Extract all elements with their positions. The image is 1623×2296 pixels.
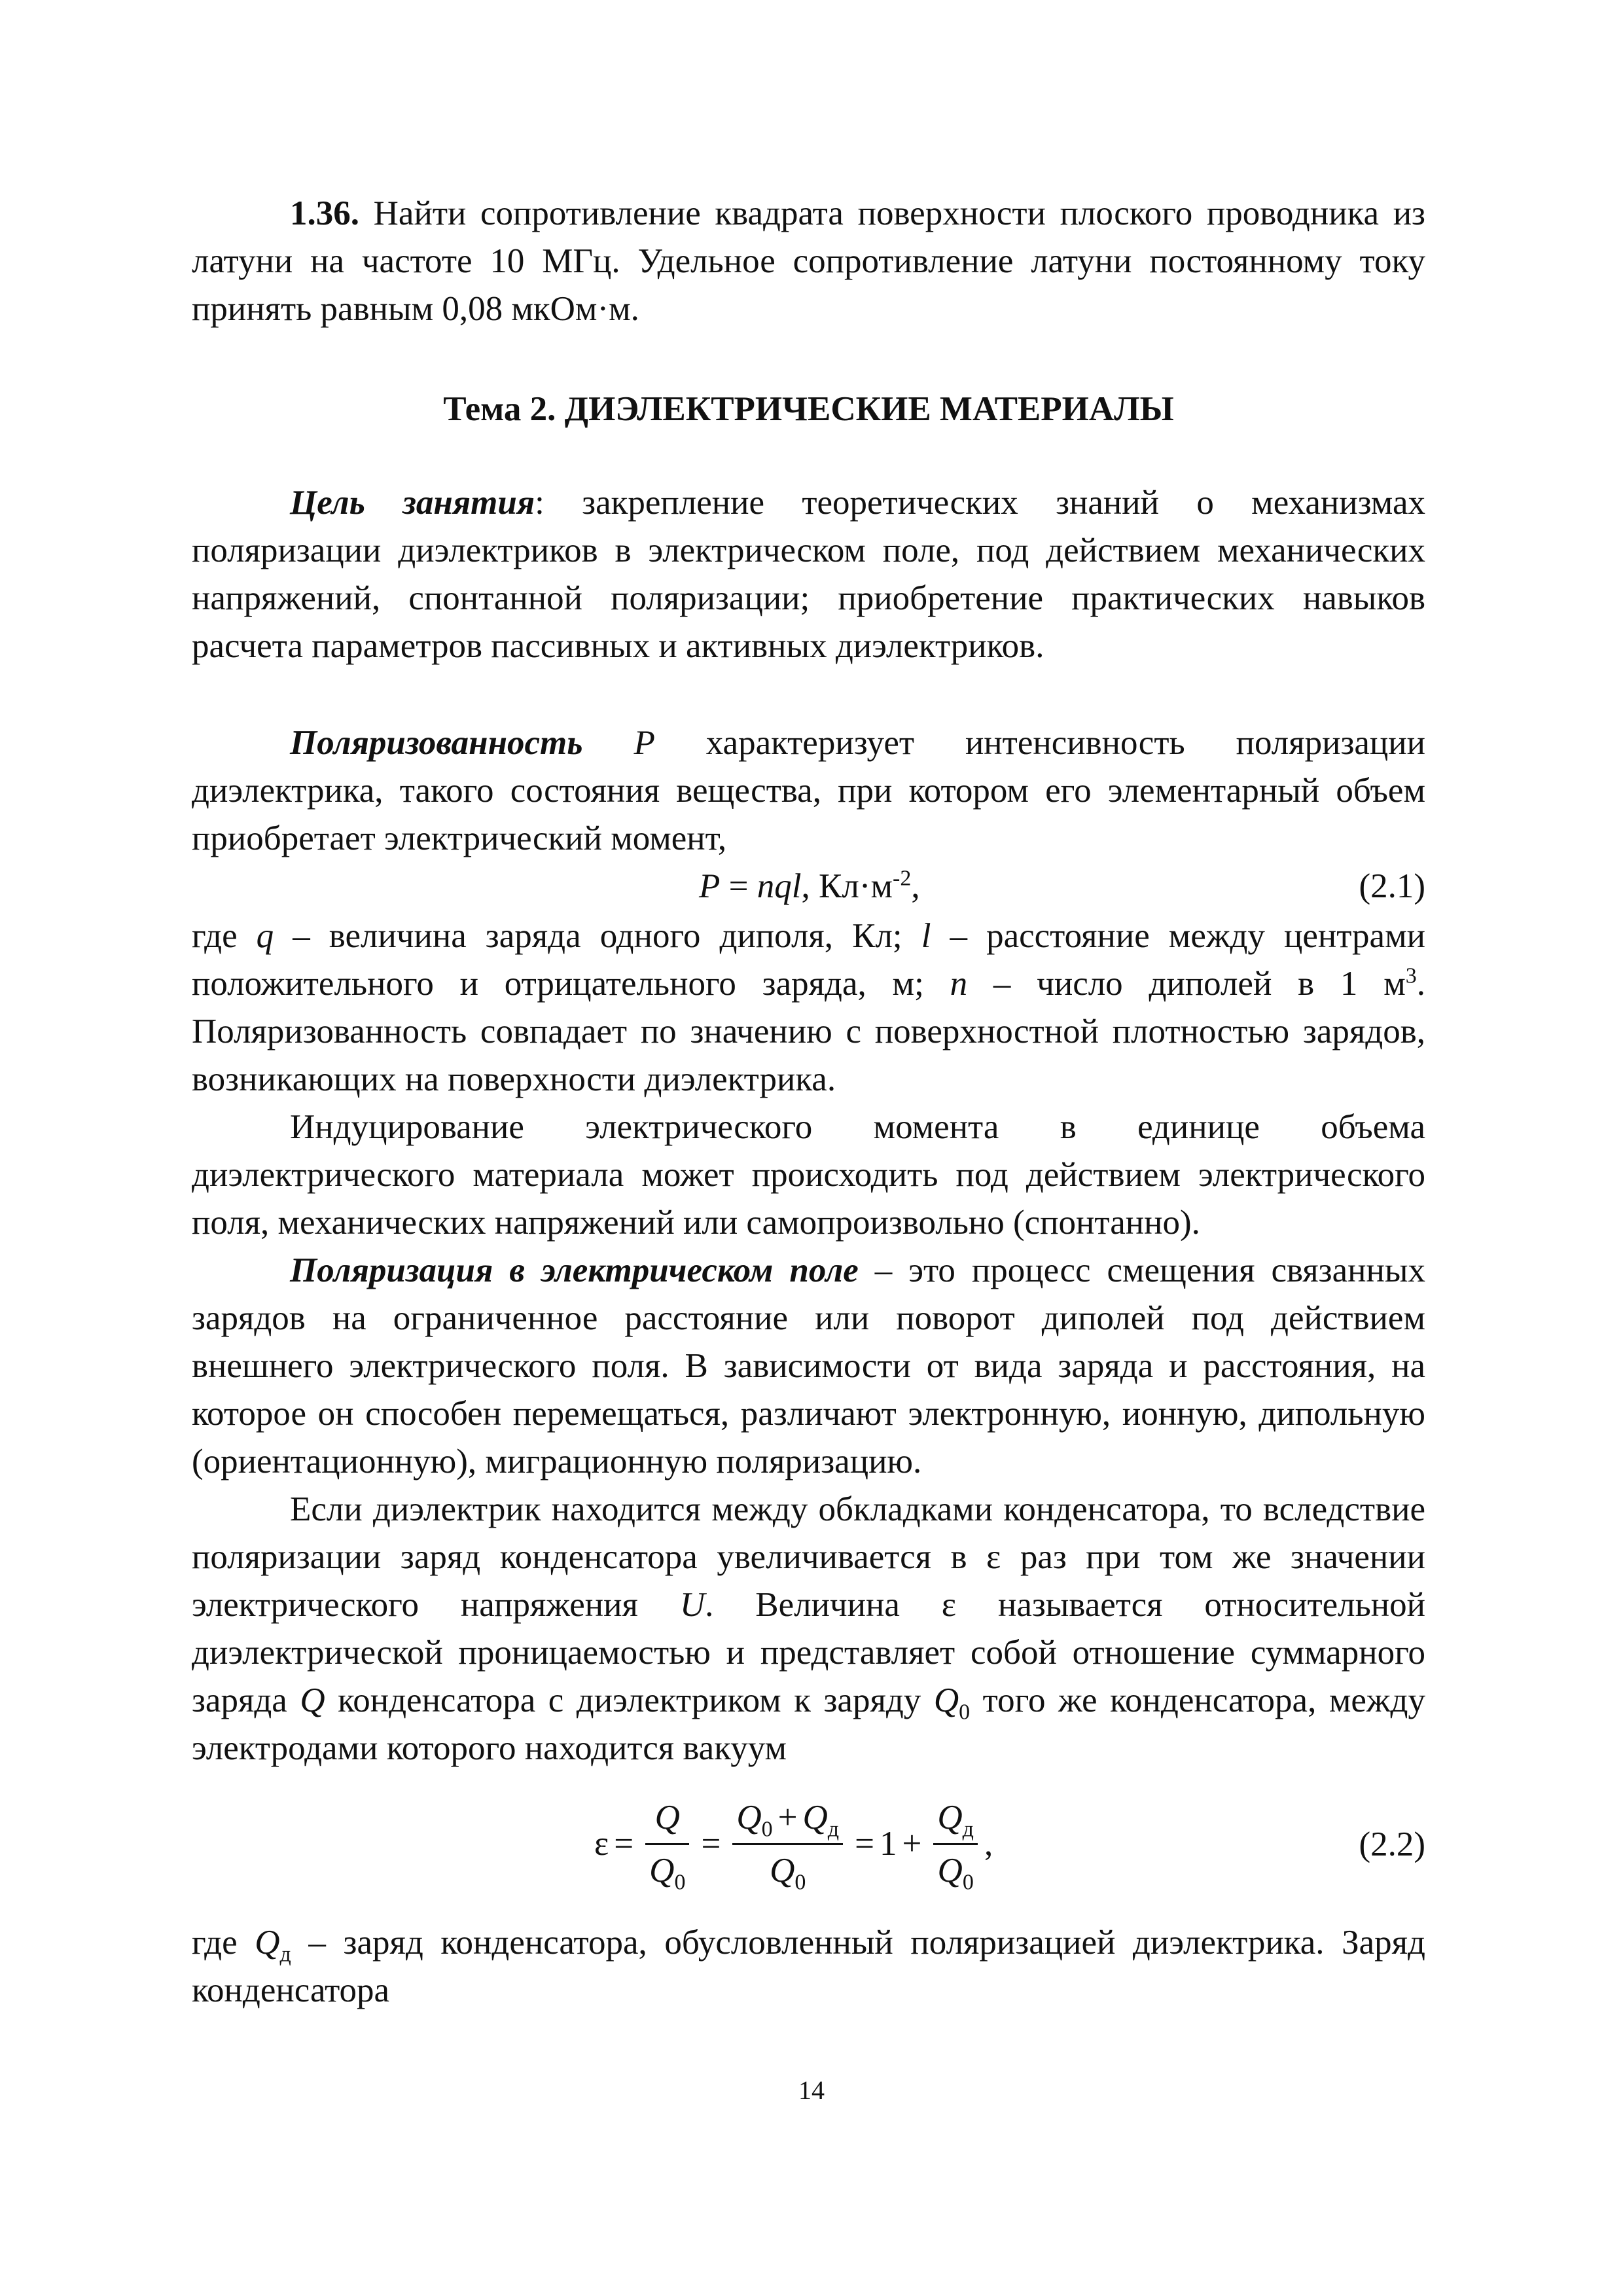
polarization-definition [192, 719, 1425, 863]
fraction-2-plus: + [777, 1798, 798, 1837]
fraction-1-num-Q: Q [654, 1798, 680, 1837]
polarization-text: характеризует интенсивность поляризации диэлектрика, такого состояния вещества, при котором его элементарный объем приобретает электрический момент, [192, 724, 1426, 857]
equation-number-2-1: (2.1) [1359, 867, 1425, 905]
fraction-3-num-Q: Q [937, 1798, 963, 1837]
problem-text: Найти сопротивление квадрата поверхности плоского проводника из латуни на частоте 10 МГц. Удельное сопротивление латуни постоянному току принять равным 0,08 мкОм·м. [192, 194, 1425, 328]
fraction-3-denominator [934, 1845, 978, 1896]
fraction-2-den-sub: 0 [794, 1870, 806, 1895]
equation-number-2-2: (2.2) [1359, 1825, 1425, 1863]
fraction-2-numerator [732, 1792, 843, 1843]
capacitor-text-c: конденсатора с диэлектриком к заряду [325, 1681, 934, 1719]
problem-paragraph [192, 190, 1425, 333]
capacitor-text-a: Если диэлектрик находится между обкладками конденсатора, то вследствие поляризации заряд конденсатора увеличивается в ε раз при том же значении электрического напряжения [192, 1490, 1425, 1624]
fraction-3-den-sub: 0 [962, 1870, 974, 1895]
fraction-1-den-Q: Q [649, 1851, 675, 1890]
fraction-3-numerator [933, 1792, 978, 1843]
where1-text-a: где [192, 917, 257, 955]
fraction-2-num-Q0-sub: 0 [761, 1817, 773, 1842]
polarization-term: Поляризованность [290, 724, 583, 762]
fraction-1-den-sub: 0 [674, 1870, 686, 1895]
where1-text-c: – расстояние между центрами положительного и отрицательного заряда, м; [192, 917, 1425, 1003]
where1-text-d: – число диполей в 1 м [967, 965, 1406, 1003]
fraction-3-num-sub: д [962, 1817, 974, 1842]
induction-paragraph: Индуцирование электрического момента в единице объема диэлектрического материала может происходить под действием электрического поля, механических напряжений или самопроизвольно (спонтанно). [192, 1108, 1425, 1242]
capacitor-text-d: того же конденсатора, между электродами которого находится вакуум [192, 1681, 1425, 1767]
goal-label: Цель занятия [290, 484, 535, 522]
capacitor-Q0-sub: 0 [959, 1700, 971, 1725]
where2-text-b: – заряд конденсатора, обусловленный поляризацией диэлектрика. Заряд конденсатора [192, 1924, 1425, 2009]
fraction-3-den-Q: Q [937, 1851, 963, 1890]
page-content [192, 190, 1425, 2015]
formula-2-2-comma: , [984, 1824, 993, 1863]
formula-2-1-units-exponent: -2 [893, 866, 912, 891]
formula-2-2-expression [594, 1775, 993, 1912]
problem-number: 1.36. [290, 194, 359, 232]
fraction-1 [645, 1792, 689, 1896]
where1-text-b: – величина заряда одного диполя, Кл; [274, 917, 921, 955]
fraction-2-denominator [766, 1845, 810, 1896]
fraction-3 [933, 1792, 978, 1896]
polarization-symbol: P [633, 724, 655, 762]
where1-q: q [256, 917, 274, 955]
section-heading: Тема 2. ДИЭЛЕКТРИЧЕСКИЕ МАТЕРИАЛЫ [443, 390, 1174, 428]
field-polarization-text: – это процесс смещения связанных зарядов на ограниченное расстояние или поворот диполей под действием внешнего электрического поля. В зависимости от вида заряда и расстояния, на которое он способен перемещаться, различают электронную, ионную, дипольную (ориентационную), миграционную поляризацию. [192, 1251, 1425, 1480]
fraction-2-num-Qd: Q [802, 1798, 828, 1837]
formula-2-2-plus: + [902, 1824, 922, 1863]
formula-2-2-equals-1: = [614, 1824, 634, 1863]
capacitor-text-b: . Величина ε называется относительной диэлектрической проницаемостью и представляет собой отношение суммарного заряда [192, 1586, 1425, 1719]
capacitor-U: U [679, 1586, 705, 1624]
formula-2-1-units: , Кл·м [801, 867, 893, 905]
capacitor-Q: Q [300, 1681, 325, 1719]
fraction-2-num-Qd-sub: д [827, 1817, 840, 1842]
fraction-2-num-Q0: Q [736, 1798, 762, 1837]
goal-text: : закрепление теоретических знаний о механизмах поляризации диэлектриков в электрическом поле, под действием механических напряжений, спонтанной поляризации; приобретение практических навыков расчета параметров пассивных и активных диэлектриков. [192, 484, 1425, 665]
where1-text-e: . Поляризованность совпадает по значению с поверхностной плотностью зарядов, возникающих на поверхности диэлектрика. [192, 965, 1425, 1098]
formula-2-1-rhs: nql [757, 867, 802, 905]
formula-2-1-expression [699, 863, 920, 910]
where-paragraph-2 [192, 1919, 1425, 2015]
formula-2-1-comma: , [911, 867, 920, 905]
capacitor-paragraph [192, 1486, 1425, 1772]
where2-Q: Q [255, 1924, 280, 1962]
formula-2-2-epsilon: ε [594, 1824, 609, 1863]
field-polarization-term: Поляризация в электрическом поле [290, 1251, 859, 1289]
where-paragraph-1 [192, 912, 1425, 1103]
formula-2-1-lhs: P [699, 867, 721, 905]
where1-n: n [950, 965, 968, 1003]
where2-Q-sub: д [279, 1942, 291, 1967]
formula-2-2 [192, 1775, 1425, 1919]
formula-2-1-equals: = [720, 867, 757, 905]
formula-2-2-equals-2: = [701, 1824, 721, 1863]
formula-2-1 [192, 863, 1425, 912]
field-polarization-paragraph [192, 1247, 1425, 1486]
fraction-1-denominator [645, 1845, 689, 1896]
formula-2-2-equals-3: = [855, 1824, 874, 1863]
fraction-1-numerator [651, 1792, 684, 1843]
where1-l: l [921, 917, 931, 955]
goal-paragraph [192, 479, 1425, 670]
formula-2-2-one: 1 [879, 1824, 897, 1863]
fraction-2 [732, 1792, 843, 1896]
page-number: 14 [798, 2075, 825, 2105]
capacitor-Q0: Q [933, 1681, 959, 1719]
fraction-2-den-Q: Q [770, 1851, 795, 1890]
where2-text-a: где [192, 1924, 255, 1962]
where1-exponent: 3 [1405, 963, 1417, 988]
